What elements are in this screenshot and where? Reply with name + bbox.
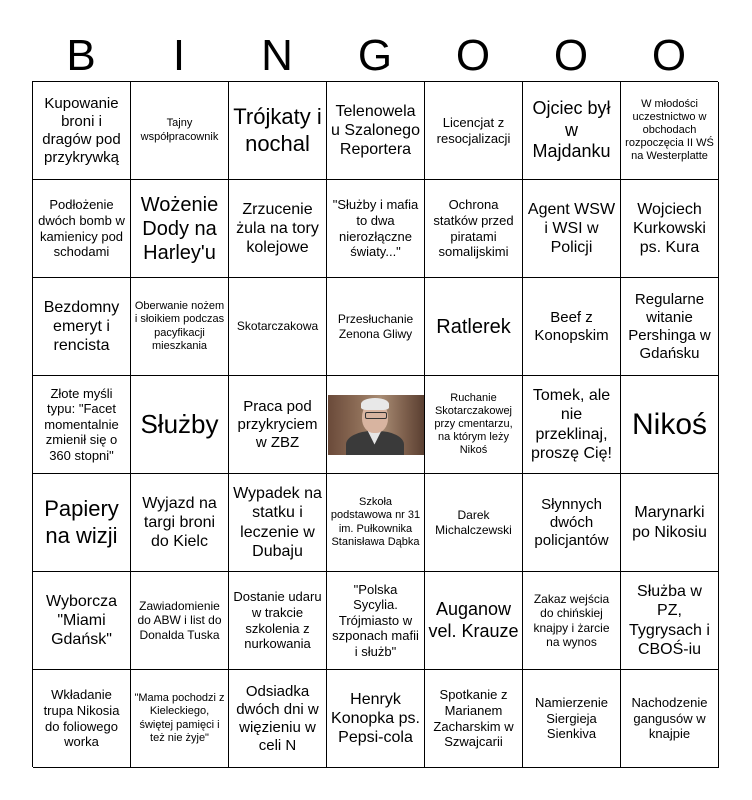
cell-text: Regularne witanie Pershinga w Gdańsku: [628, 290, 711, 362]
cell-text: Trójkaty i nochal: [233, 104, 322, 156]
cell-text: Wożenie Dody na Harley'u: [140, 193, 219, 264]
cell-text: Namierzenie Siergieja Sienkiva: [535, 695, 608, 742]
cell-text: Wyborcza "Miami Gdańsk": [46, 592, 117, 649]
bingo-cell[interactable]: [131, 376, 229, 474]
cell-text: Odsiadka dwóch dni w więzieniu w celi N: [236, 682, 319, 754]
cell-text: Ojciec był w Majdanku: [532, 98, 611, 162]
header-letter-n: N: [261, 31, 293, 80]
cell-text: Telenowela u Szalonego Reportera: [331, 102, 420, 159]
cell-text: "Służby i mafia to dwa nierozłączne światy...": [332, 197, 419, 260]
cell-text: Spotkanie z Marianem Zacharskim w Szwajcarii: [433, 687, 514, 750]
bingo-cell[interactable]: [327, 670, 425, 768]
portrait-photo: [328, 395, 424, 455]
cell-text: Zakaz wejścia do chińskiej knajpy i żarcie na wynos: [533, 591, 610, 649]
cell-text: Nachodzenie gangusów w knajpie: [631, 695, 708, 742]
bingo-cell[interactable]: [621, 82, 719, 180]
cell-text: Beef z Konopskim: [534, 308, 609, 344]
cell-text: Tajny współpracownik: [140, 117, 219, 143]
bingo-cell[interactable]: [327, 572, 425, 670]
bingo-cell[interactable]: [131, 474, 229, 572]
bingo-cell[interactable]: [621, 376, 719, 474]
bingo-cell[interactable]: [33, 82, 131, 180]
bingo-cell[interactable]: [33, 376, 131, 474]
bingo-cell[interactable]: [229, 376, 327, 474]
bingo-cell[interactable]: [425, 278, 523, 376]
bingo-cell[interactable]: [621, 180, 719, 278]
bingo-cell[interactable]: [131, 180, 229, 278]
cell-text: Słynnych dwóch policjantów: [534, 495, 609, 549]
cell-text: Ratlerek: [436, 315, 511, 338]
bingo-cell[interactable]: [621, 670, 719, 768]
bingo-cell[interactable]: [327, 82, 425, 180]
cell-text: Ochrona statków przed piratami somalijskimi: [433, 197, 514, 260]
bingo-cell[interactable]: [523, 376, 621, 474]
cell-text: Henryk Konopka ps. Pepsi-cola: [331, 690, 420, 747]
bingo-cell[interactable]: [33, 278, 131, 376]
bingo-header: [32, 30, 718, 82]
bingo-cell[interactable]: [425, 376, 523, 474]
cell-text: Oberwanie nożem i słoikiem podczas pacyfikacji mieszkania: [134, 300, 225, 352]
bingo-cell[interactable]: [523, 180, 621, 278]
bingo-cell[interactable]: [621, 474, 719, 572]
bingo-cell[interactable]: [229, 180, 327, 278]
bingo-cell[interactable]: [425, 180, 523, 278]
bingo-cell[interactable]: [229, 82, 327, 180]
cell-text: Podłożenie dwóch bomb w kamienicy pod schodami: [38, 197, 125, 260]
cell-text: Złote myśli typu: "Facet momentalnie zmienił się o 360 stopni": [44, 385, 119, 463]
cell-text: "Mama pochodzi z Kieleckiego, świętej pamięci i też nie żyje": [134, 692, 225, 744]
cell-text: Wojciech Kurkowski ps. Kura: [633, 200, 706, 257]
bingo-cell[interactable]: [425, 82, 523, 180]
cell-text: Zawiadomienie do ABW i list do Donalda Tuska: [137, 598, 222, 642]
cell-text: Wkładanie trupa Nikosia do foliowego worka: [43, 687, 120, 750]
cell-text: Przesłuchanie Zenona Gliwy: [337, 312, 414, 341]
cell-text: Nikoś: [631, 407, 707, 441]
cell-text: Ruchanie Skotarczakowej przy cmentarzu, na którym leży Nikoś: [434, 391, 513, 457]
bingo-cell[interactable]: [131, 670, 229, 768]
bingo-cell[interactable]: [425, 572, 523, 670]
cell-text: Służba w PZ, Tygrysach i CBOŚ-iu: [629, 583, 710, 658]
bingo-cell[interactable]: [425, 670, 523, 768]
bingo-cell[interactable]: [131, 278, 229, 376]
bingo-cell[interactable]: [33, 670, 131, 768]
bingo-cell[interactable]: [425, 474, 523, 572]
bingo-cell[interactable]: [33, 572, 131, 670]
header-letter-b: B: [66, 31, 96, 80]
cell-text: Kupowanie broni i dragów pod przykrywką: [42, 94, 121, 166]
cell-text: Praca pod przykryciem w ZBZ: [237, 397, 318, 451]
bingo-cell[interactable]: [33, 180, 131, 278]
bingo-cell[interactable]: [131, 572, 229, 670]
cell-text: Licencjat z resocjalizacji: [436, 114, 511, 146]
cell-text: Zrzucenie żula na tory kolejowe: [236, 200, 319, 257]
header-letter-i: I: [172, 31, 186, 80]
free-space-cell[interactable]: [327, 376, 425, 474]
bingo-cell[interactable]: [523, 572, 621, 670]
bingo-cell[interactable]: [229, 670, 327, 768]
cell-text: Papiery na wizji: [44, 496, 119, 548]
cell-text: Marynarki po Nikosiu: [632, 504, 707, 541]
cell-text: Wyjazd na targi broni do Kielc: [142, 494, 217, 551]
cell-text: Darek Michalczewski: [435, 508, 512, 537]
bingo-cell[interactable]: [327, 180, 425, 278]
bingo-cell[interactable]: [621, 572, 719, 670]
cell-text: Służby: [140, 408, 219, 439]
header-letter-g: G: [357, 31, 393, 80]
bingo-cell[interactable]: [523, 670, 621, 768]
cell-text: Dostanie udaru w trakcie szkolenia z nurkowania: [233, 589, 322, 652]
bingo-cell[interactable]: [131, 82, 229, 180]
cell-text: Szkoła podstawowa nr 31 im. Pułkownika Stanisława Dąbka: [330, 496, 421, 548]
bingo-cell[interactable]: [523, 474, 621, 572]
bingo-cell[interactable]: [523, 278, 621, 376]
bingo-cell[interactable]: [621, 278, 719, 376]
cell-text: W młodości uczestnictwo w obchodach rozpoczęcia II WŚ na Westerplatte: [625, 97, 714, 163]
bingo-cell[interactable]: [229, 572, 327, 670]
bingo-cell[interactable]: [523, 82, 621, 180]
bingo-cell[interactable]: [327, 278, 425, 376]
bingo-cell[interactable]: [327, 474, 425, 572]
cell-text: Bezdomny emeryt i rencista: [43, 298, 120, 355]
header-letter-o1: O: [455, 31, 491, 80]
header-letter-o3: O: [651, 31, 687, 80]
cell-text: "Polska Sycylia. Trójmiasto w szponach mafii i służb": [332, 581, 419, 659]
cell-text: Agent WSW i WSI w Policji: [527, 200, 616, 257]
bingo-cell[interactable]: [229, 278, 327, 376]
cell-text: Wypadek na statku i leczenie w Dubaju: [233, 485, 322, 560]
bingo-cell[interactable]: [33, 474, 131, 572]
cell-text: Tomek, ale nie przeklinaj, proszę Cię!: [531, 387, 612, 462]
bingo-cell[interactable]: [229, 474, 327, 572]
cell-text: Skotarczakowa: [236, 319, 319, 334]
bingo-board: [32, 81, 718, 767]
header-letter-o2: O: [553, 31, 589, 80]
cell-text: Auganow vel. Krauze: [428, 598, 519, 641]
